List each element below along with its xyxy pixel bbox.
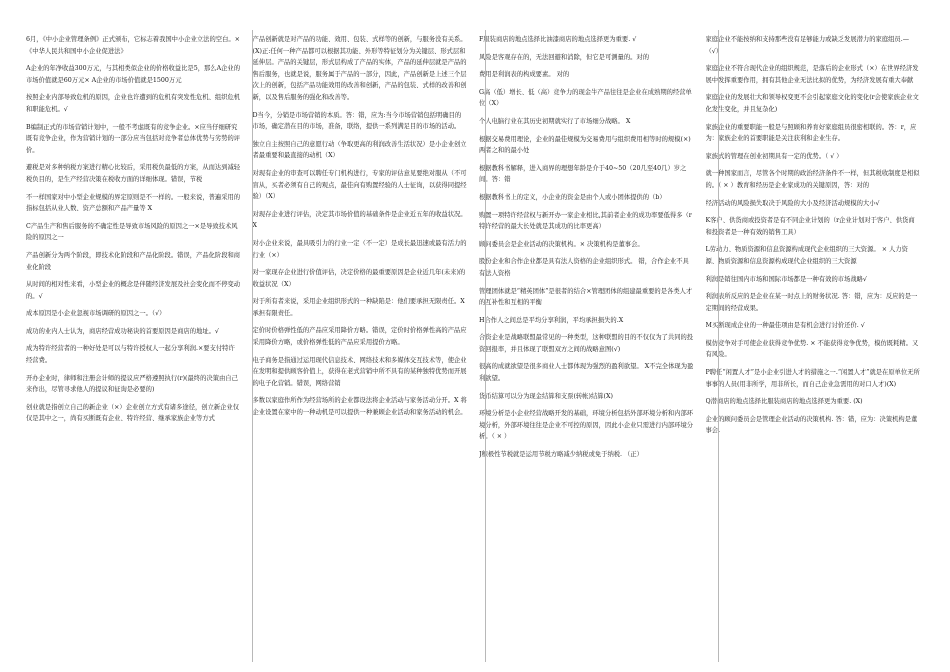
question-paragraph: 就一种国家而言，尽管各个时期的政治经济条件不一样，但其税收制度是相似的。（ × ）教育和经历是企业家成功的关键原因，答：对的 (705, 170, 920, 189)
question-paragraph: 成为特许经营者的一种好处是可以与特许授权人一起分享利润.×要支付特许经营费。 (26, 345, 235, 365)
question-paragraph: 电子商务是指通过运用现代信息技术、网络技术和多媒体交互技术等，使企业在发明和提供顾客价值上，获得在老式营销中所不具有的某种独特优势而开展的电子化营销。错误，网络营销 (252, 356, 467, 387)
question-paragraph: 环境分析是小企业经营战略开发的基础，环境分析包括外部环境分析和内部环境分析，外部环境往往是企业不可控的原因，因此小企业只需进行内部环境分析。（ × ） (479, 410, 694, 441)
question-paragraph: 对现存企业进行评估，决定其市场价值的基础条件是企业近五年的收益状况。X (252, 210, 467, 230)
question-paragraph: 根据交易费用理论，企业的最佳规模为交易费用与组织费用相等时的规模(×)两者之和的最小处 (479, 135, 691, 155)
question-paragraph: F服装商店的地点选择比油漆商店的地点选择更为重要. √ (479, 36, 637, 43)
question-paragraph: 家庭企业的发展壮大和领导权变更不会引起家庭文化的变化(r会使家族企业文化发生变化，并且复杂化) (705, 94, 919, 113)
question-paragraph: 很高的成就欲望是很多商业人士都体现为强烈的盈利欲望。 X不完全体现为盈利欲望。 (479, 363, 694, 383)
question-paragraph: 6月，《中小企业管理条例》正式颁布，它标志着我国中小企业立法的空白。× 《中华人民共和国中小企业促进法》 (26, 36, 240, 55)
question-paragraph: 从时间的相对性来看，小型企业的概念是伴随经济发展及社会变化而不停变动的。√ (26, 281, 241, 300)
question-paragraph: 不一样国家对中小型企业规模的界定原则是不一样的。一般来说，普遍采用的指标包括从业人数、资产总额和产品产量等 X (26, 193, 241, 213)
question-paragraph: M买断现成企业的一种最佳项由是有机会进行讨价还价. √ (705, 322, 865, 330)
question-paragraph: 避税是对多种纳税方案进行精心比较后，采用税负最低的方案，从而达到减轻税负目的，是生产经营决策在税收方面的详细体现。错误，节税 (26, 164, 241, 183)
question-paragraph: L劳动力、物质资源和信息资源构成现代企业组织的三大资源。 × 人力资源、物质资源和信息资源构成现代企业组织的三大资源 (705, 246, 908, 265)
question-paragraph: 家庭企业不符合现代企业的组织规范，是落后的企业形式（×）在世界经济发展中发挥重要作用，拥有其他企业无法比拟的优势，为经济发展有重大奉献 (705, 65, 919, 84)
column-divider (485, 30, 486, 662)
text-column-2 (253, 34, 468, 664)
question-paragraph: 按照企业内部导致危机的原因，企业也许遭到的危机有突发性危机、组织危机和职能危机。√ (26, 94, 241, 113)
question-paragraph: 货币结算可以分为现金结算和支票(转帐)结算(X) (479, 392, 613, 400)
column-divider (252, 30, 253, 662)
question-paragraph: 对现有企业的审查可以聘任专门机构进行，专家的评估意见要绝对服从（不可盲从，买者必须有自己的观点，最佳向有购置经验的人士征询，以获得同提经验）（X） (252, 169, 467, 201)
question-paragraph: 股份企业和合作企业都是具有法人资格的企业组织形式。 错，合作企业不具有法人资格 (479, 258, 689, 277)
question-paragraph: 成本原因是小企业忽视市场调研的原因之一。（√） (26, 310, 166, 318)
question-paragraph: K客户、供货商或投资者是有不同企业计划的（r企业计划对于客户、供货商和投资者是一种有效的销售工具） (705, 217, 915, 236)
question-paragraph: 利润是销往国内市场和国际市场都是一种有效的市场战略√ (705, 275, 867, 283)
question-paragraph: 经济活动的风险损失取决于风险的大小及经济活动规模的大小√ (705, 199, 880, 207)
question-paragraph: 开办企业时，律师和注册会计师的提议应严格遵照执行(r)(最终的决策由自己来作出，尽管寻求他人的提议和征询是必要的) (26, 374, 238, 394)
question-paragraph: J积极性节税就是运用节税方略减少纳税或免于纳税. （正） (479, 451, 643, 459)
question-paragraph: 独立自主按照自己的意愿行动（争取更高的利润改善生活状况）是小企业创立者最重要和最直接的动机（X） (252, 140, 467, 160)
question-paragraph: B编制正式的市场营销计划中，一般不考虑既有的竞争企业。×应当仔细研究既有竞争企业，作为营销计划的一部分应当包括对竞争者总体优势与劣势的评价。 (26, 123, 241, 154)
question-paragraph: P聘任“闲置人才”是小企业引进人才的措施之一.“闲置人才”就是在原单位无所事事的人员(用非所学，用非所长，而自己企业急需用的对口人才)(X) (705, 369, 920, 388)
question-paragraph: 家族式的管理在创业初期具有一定的优势。（ √ ） (705, 152, 843, 160)
question-paragraph: 根据教科书上的定义，小企业的资金是由个人或小团体提供的（b） (479, 193, 666, 201)
question-paragraph: 产品创新就是对产品的功能、效用、包装、式样等的创新，与服务没有关系。(X)正:任何一种产品都可以根据其功能、外形等特征划分为关键层、形式层和延伸层。产品的关键层，形式层构成了产品的实体，产品的延伸层就是产品的售后服务，也就是说，服务属于产品的一部分，因此，产品创新是上述三个层次上的创新，包括产品功能效用的改善和创新，产品的包装、式样的改善和创新，以及售后服务的强化和改善等。 (252, 36, 467, 101)
column-divider (718, 30, 719, 662)
text-column-3 (479, 34, 694, 664)
question-paragraph: D当今，分销是市场营销的本质。答：错，应为:当今市场营销包括明确目的市场，确定潜在目的市场，准备，联络，提供一系列满足目的市场的活动。 (252, 111, 462, 131)
question-paragraph: 合资企业是战略联盟最常见的一种类型，这种联盟的目的不仅仅为了共同的投资回报率，并且体现了联盟双方之间的战略意图(√) (479, 334, 694, 353)
question-paragraph: 风险是客观存在的，无法回避和消除，但它是可测量的。对的 (479, 53, 650, 61)
question-paragraph: 成功的业内人士认为，商店经营成功秘诀的首要原因是商店的地址。√ (26, 327, 219, 335)
question-paragraph: 费用是利润表的构成要素。 对的 (479, 71, 570, 79)
question-paragraph: 家庭企业不能按纳和支持那些没有足够能力或缺乏发展潜力的家庭组员.—（√） (705, 36, 910, 55)
question-paragraph: Q潜商店的地点选择比服装商店的地点选择更为重要. (X) (705, 398, 863, 406)
question-paragraph: 对一家现存企业进行价值评估，决定价格的最重要原因是企业近几年(未来)的收益状况（X） (252, 269, 466, 288)
question-paragraph: 企业的顾问委员会是管理企业活动的决策机构. 答：错，应为：决策机构是董事会. (705, 415, 918, 435)
question-paragraph: 根据教科书解释，进入商界的理想年龄是介于40~50（20几至40几）岁之间。答：错 (479, 164, 687, 184)
question-paragraph: A企业的年净收益300万元，与其相类似企业的价格收益比是5，那么A企业的市场价值就是60万元× A企业的市场价值就是1500万元 (26, 65, 241, 84)
text-column-4 (706, 34, 921, 664)
question-paragraph: 家族企业的重要职能一般是与照顾和养育好家庭组员很密相联的。答：r，应为：家族企业的首要职能是关注获利和企业生存。 (705, 123, 917, 143)
question-paragraph: 产品创新分为两个阶段，即技术化阶段和产品化阶段。错误，产品化阶段和商业化阶段 (26, 251, 241, 271)
question-paragraph: 对于所有者来说，采用企业组织形式的一种缺陷是：他们要承担无限责任。X承担有限责任。 (252, 298, 465, 317)
question-paragraph: 利润表所反应的是企业在某一时点上的财务状况. 答：错，应为：反应的是一定期间的经营成果。 (705, 293, 918, 312)
question-paragraph: 定价时价格弹性低的产品应采用降价方略。错误，定价时价格弹性高的产品应采用降价方略，或价格弹性低的产品应采用提价方略。 (252, 327, 467, 347)
text-column-1 (26, 34, 241, 664)
question-paragraph: 个人电脑行业在其历史初期就实行了市场细分战略。 X (479, 117, 631, 125)
question-paragraph: 创业就是指创立自己的新企业（×）企业创立方式有诸多途径，创立新企业仅仅是其中之一，尚有买断既有企业、特许经营、继承家族企业等方式 (26, 403, 240, 423)
question-paragraph: H合作人之间总是平均分享利润，平均承担损失的.X (479, 316, 624, 324)
question-paragraph: C产品生产和售后服务的不确定性是导致市场风险的原因之一×是导致技术风险的原因之一 (26, 222, 238, 242)
question-paragraph: 管理团体就是“精英团体”是很者的结合×管理团体的组建最重要的是各类人才的互补性和互相的平衡 (479, 287, 693, 307)
question-paragraph: 多数以家庭作所作为经营场所的企业都设法将企业活动与家务活动分开。X 将企业设置在家中的一种动机是可以提供一种兼顾企业活动和家务活动的机会。 (252, 397, 467, 417)
question-paragraph: G高（低）增长、低（高）竞争力的现金牛产品往往是企业在成熟期的经营单位（X） (479, 88, 692, 108)
question-paragraph: 模仿竞争对手可使企业获得竞争优势. × 不能获得竞争优势，模仿既耗精。又有风险。 (705, 339, 919, 359)
question-paragraph: 顾问委员会是企业活动的决策机构。× 决策机构是董事会。 (479, 240, 644, 248)
question-paragraph: 购置一项特许经营权与新开办一家企业相比,其前者企业的成功率要低得多（r特许经营的最大长处就是其成功的比率更高） (479, 211, 692, 231)
question-paragraph: 对小企业来说，最具吸引力的行业一定（不一定）是成长最迅速或最有活力的行业（×） (252, 239, 467, 259)
